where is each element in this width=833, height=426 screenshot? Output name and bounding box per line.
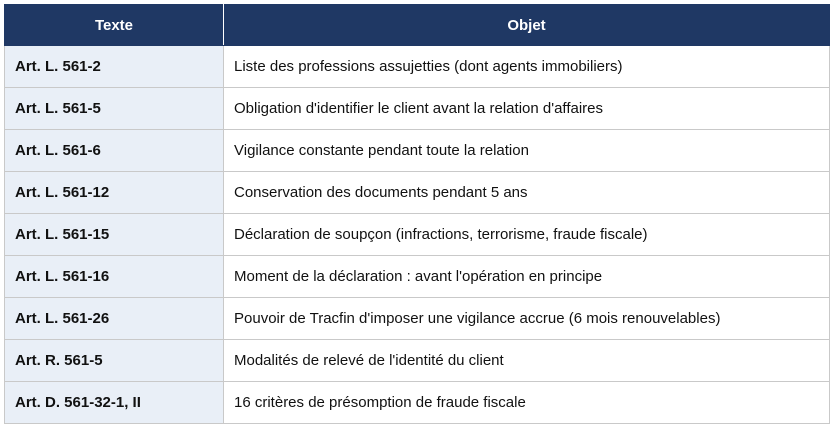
article-object-cell: Obligation d'identifier le client avant la relation d'affaires bbox=[224, 88, 830, 130]
article-object-cell: 16 critères de présomption de fraude fiscale bbox=[224, 382, 830, 424]
article-object-cell: Pouvoir de Tracfin d'imposer une vigilance accrue (6 mois renouvelables) bbox=[224, 298, 830, 340]
article-reference-cell: Art. L. 561-5 bbox=[5, 88, 224, 130]
article-reference-cell: Art. L. 561-16 bbox=[5, 256, 224, 298]
table-row bbox=[5, 88, 830, 130]
article-object-cell: Déclaration de soupçon (infractions, terrorisme, fraude fiscale) bbox=[224, 214, 830, 256]
table-row bbox=[5, 130, 830, 172]
article-reference-cell: Art. D. 561-32-1, II bbox=[5, 382, 224, 424]
table-row bbox=[5, 256, 830, 298]
article-reference-cell: Art. L. 561-12 bbox=[5, 172, 224, 214]
article-reference-cell: Art. L. 561-26 bbox=[5, 298, 224, 340]
article-object-cell: Moment de la déclaration : avant l'opération en principe bbox=[224, 256, 830, 298]
table-row bbox=[5, 340, 830, 382]
table-row bbox=[5, 46, 830, 88]
table-row bbox=[5, 172, 830, 214]
article-reference-cell: Art. L. 561-6 bbox=[5, 130, 224, 172]
table-row bbox=[5, 214, 830, 256]
article-object-cell: Liste des professions assujetties (dont agents immobiliers) bbox=[224, 46, 830, 88]
article-object-cell: Modalités de relevé de l'identité du client bbox=[224, 340, 830, 382]
table-row bbox=[5, 382, 830, 424]
legal-reference-table bbox=[4, 4, 830, 424]
article-reference-cell: Art. R. 561-5 bbox=[5, 340, 224, 382]
column-header-texte: Texte bbox=[5, 5, 224, 46]
table-row bbox=[5, 298, 830, 340]
article-object-cell: Vigilance constante pendant toute la relation bbox=[224, 130, 830, 172]
article-object-cell: Conservation des documents pendant 5 ans bbox=[224, 172, 830, 214]
article-reference-cell: Art. L. 561-15 bbox=[5, 214, 224, 256]
table-header-row bbox=[5, 5, 830, 46]
article-reference-cell: Art. L. 561-2 bbox=[5, 46, 224, 88]
column-header-objet: Objet bbox=[224, 5, 830, 46]
